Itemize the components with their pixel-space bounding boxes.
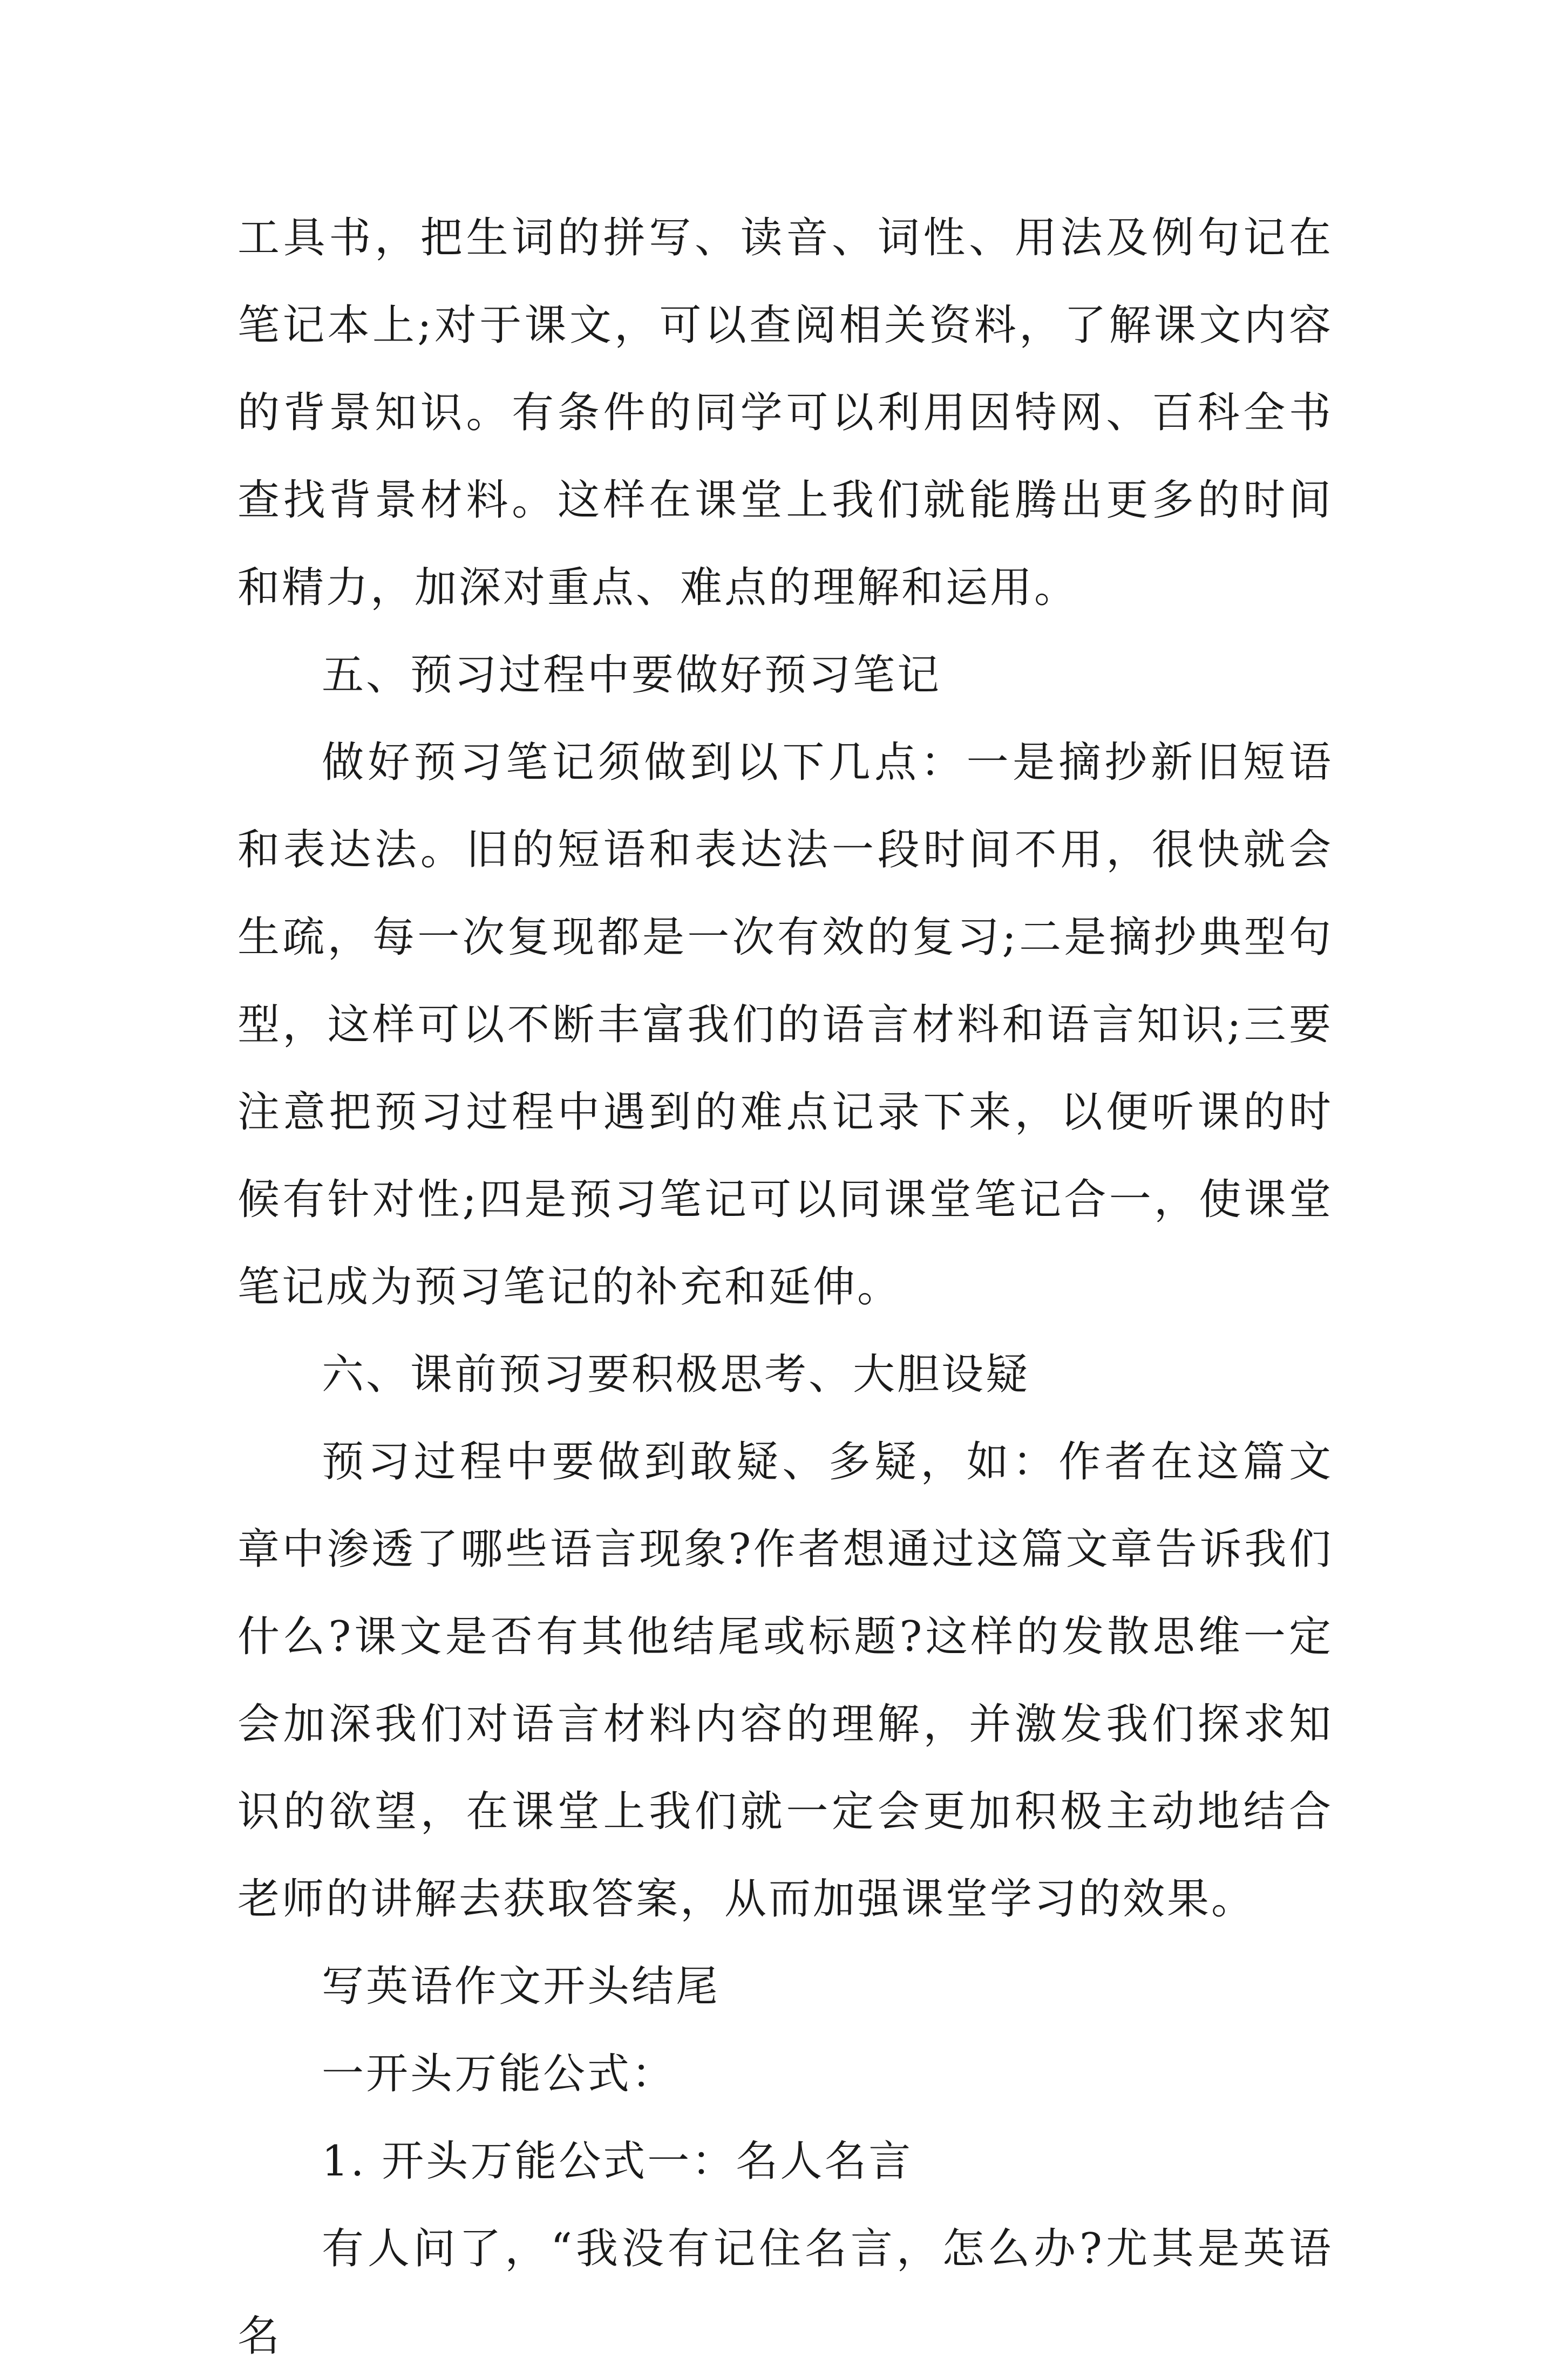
list-item-1: 1. 开头万能公式一：名人名言 [322, 2137, 913, 2186]
section-heading-5: 五、预习过程中要做好预习笔记 [322, 651, 942, 699]
section-heading-opening: 一开头万能公式： [322, 2050, 676, 2098]
document-body [237, 194, 1333, 2380]
paragraph-continuation: 工具书，把生词的拼写、读音、词性、用法及例句记在笔记本上;对于课文，可以查阅相关资料，了解课文内容的背景知识。有条件的同学可以利用因特网、百科全书查找背景材料。这样在课堂上我们就能腾出更多的时间和精力，加深对重点、难点的理解和运用。 [237, 214, 1333, 612]
article-title: 写英语作文开头结尾 [322, 1962, 721, 2011]
paragraph: 做好预习笔记须做到以下几点：一是摘抄新旧短语和表达法。旧的短语和表达法一段时间不用，很快就会生疏，每一次复现都是一次有效的复习;二是摘抄典型句型，这样可以不断丰富我们的语言材料和语言知识;三要注意把预习过程中遇到的难点记录下来，以便听课的时候有针对性;四是预习笔记可以同课堂笔记合一，使课堂笔记成为预习笔记的补充和延伸。 [237, 738, 1333, 1311]
paragraph: 预习过程中要做到敢疑、多疑，如：作者在这篇文章中渗透了哪些语言现象?作者想通过这篇文章告诉我们什么?课文是否有其他结尾或标题?这样的发散思维一定会加深我们对语言材料内容的理解，并激发我们探求知识的欲望，在课堂上我们就一定会更加积极主动地结合老师的讲解去获取答案，从而加强课堂学习的效果。 [237, 1438, 1333, 1923]
paragraph: 有人问了，“我没有记住名言，怎么办?尤其是英语名 [237, 2225, 1333, 2361]
section-heading-6: 六、课前预习要积极思考、大胆设疑 [322, 1350, 1030, 1399]
